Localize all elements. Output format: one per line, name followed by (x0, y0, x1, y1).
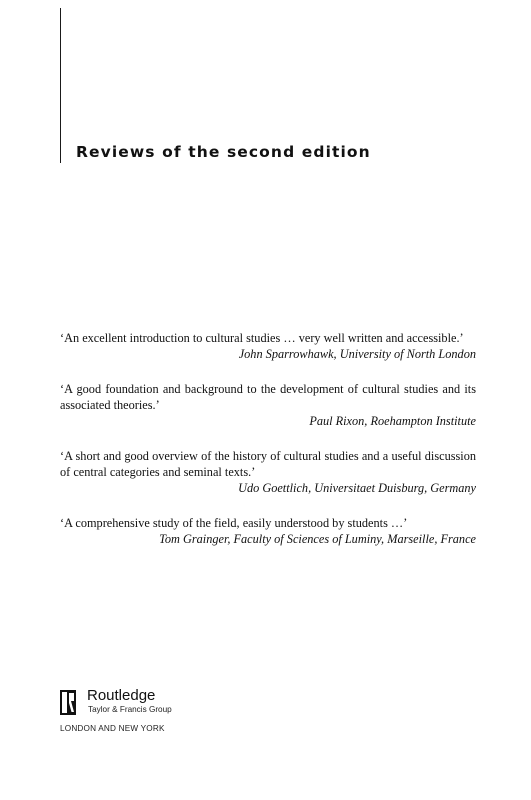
review-item (60, 515, 476, 547)
publisher-name: Routledge (87, 687, 156, 704)
review-quote: ‘A comprehensive study of the field, easily understood by students …’ (60, 516, 408, 530)
review-item (60, 448, 476, 496)
vertical-rule (60, 8, 61, 163)
publisher-cities: LONDON AND NEW YORK (60, 724, 165, 733)
review-item (60, 330, 476, 362)
review-quote: ‘A short and good overview of the history of cultural studies and a useful discussion of central categories and seminal texts.’ (60, 449, 476, 479)
review-quote: ‘A good foundation and background to the development of cultural studies and its associated theories.’ (60, 382, 476, 412)
publisher-group: Taylor & Francis Group (88, 705, 172, 714)
review-item (60, 381, 476, 429)
review-attribution: Paul Rixon, Roehampton Institute (309, 414, 476, 428)
routledge-r-icon (60, 690, 76, 715)
review-attribution: John Sparrowhawk, University of North London (238, 347, 476, 361)
page-heading: Reviews of the second edition (76, 143, 371, 161)
review-attribution: Udo Goettlich, Universitaet Duisburg, Germany (238, 481, 476, 495)
review-quote: ‘An excellent introduction to cultural studies … very well written and accessible.’ (60, 331, 464, 345)
reviews-list (60, 330, 476, 566)
review-attribution: Tom Grainger, Faculty of Sciences of Luminy, Marseille, France (159, 532, 476, 546)
